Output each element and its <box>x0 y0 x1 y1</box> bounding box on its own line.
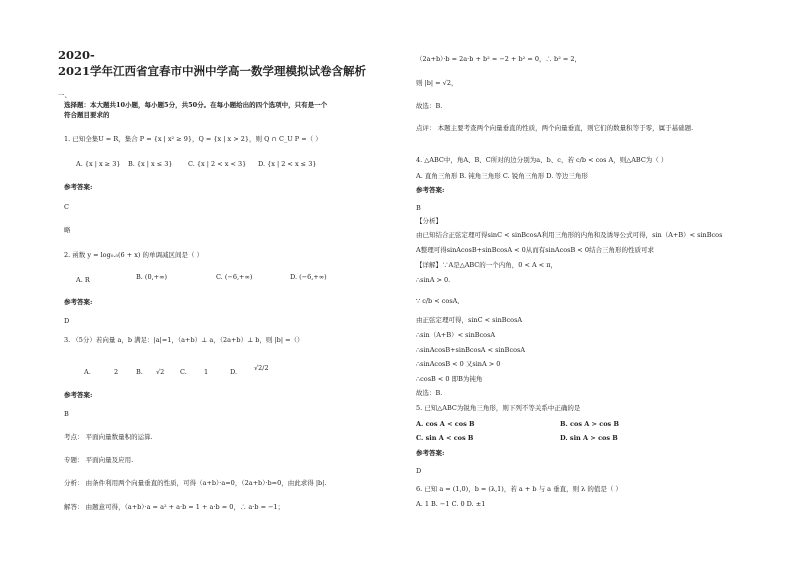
answer-4: B <box>416 204 421 212</box>
solution-3-cont-1: （2a+b）·b = 2a·b + b² = −2 + b² = 0，∴ b² = 2， <box>416 55 582 63</box>
q6-options: A. 1 B. −1 C. 0 D. ±1 <box>416 500 486 508</box>
knowledge-point: 考点： 平面向量数量积的运算. <box>64 433 153 441</box>
detail-step-5: ∴sinAcosB+sinBcosA < sinBcosA <box>416 346 526 354</box>
answer-2: D <box>64 317 70 325</box>
doc-title-line1: 2020- <box>58 48 95 62</box>
q1-option-a: A. {x | x ≥ 3} <box>76 160 121 168</box>
question-6: 6. 已知 a = (1,0)，b = (λ,1)，若 a + b 与 a 垂直，则 λ 的值是（ ） <box>416 485 622 493</box>
detail-step-8: 故选：B. <box>416 389 443 397</box>
topic: 专题： 平面向量及应用. <box>64 456 134 464</box>
question-1: 1. 已知全集U = R，集合 P = {x | x² ≥ 9}，Q = {x | x > 2}，则 Q ∩ C_U P =（ ） <box>64 135 322 143</box>
question-5: 5. 已知△ABC为锐角三角形，则下列不等关系中正确的是 <box>416 404 581 412</box>
q3-option-c-label: C. <box>180 368 187 376</box>
q1-option-d: D. {x | 2 < x ≤ 3} <box>258 160 317 168</box>
q3-option-c-value: 1 <box>204 368 209 376</box>
analysis: 分析： 由条件利用两个向量垂直的性质，可得（a+b）·a=0，（2a+b）·b=0，由此求得 |b|. <box>64 479 327 487</box>
answer-3: B <box>64 410 69 418</box>
analysis-line-2: A整理可得sinAcosB+sinBcosA < 0从而有sinAcosB < 0结合三角形的性质可求 <box>416 246 654 254</box>
q3-option-a-label: A. <box>84 368 91 376</box>
solution-1: 略 <box>64 226 71 234</box>
answer-1: C <box>64 203 69 211</box>
q2-option-a: A. R <box>76 276 90 284</box>
q5-option-c: C. sin A < cos B <box>416 434 474 442</box>
solution-3-choice: 故选：B. <box>416 102 443 110</box>
question-2: 2. 函数 y = log₀.₅(6 + x) 的单调减区间是（ ） <box>64 251 204 259</box>
q3-option-b-label: B. <box>136 368 143 376</box>
ref-answer-label-4: 参考答案: <box>416 186 445 194</box>
answer-5: D <box>416 467 422 475</box>
q5-option-d: D. sin A > cos B <box>560 434 618 442</box>
detail-step-4: ∴sin（A+B）< sinBcosA <box>416 331 496 339</box>
q5-option-a: A. cos A < cos B <box>416 420 475 428</box>
q2-option-c: C. (−6,+∞) <box>216 273 253 281</box>
q5-option-b: B. cos A > cos B <box>560 420 619 428</box>
ref-answer-label-5: 参考答案: <box>416 449 445 457</box>
question-3: 3. （5分）若向量 a，b 满足：|a|=1，（a+b）⊥ a，（2a+b）⊥ b，则 |b| =（） <box>64 336 304 344</box>
detail-step-6: ∴sinAcosB < 0 又sinA > 0 <box>416 360 501 368</box>
detail-step-7: ∴cosB < 0 即B为钝角 <box>416 375 483 383</box>
detail-step-3: 由正弦定理可得，sinC < sinBcosA <box>416 316 523 324</box>
commentary: 点评： 本题主要考查两个向量垂直的性质，两个向量垂直，则它们的数量积等于零，属于基础题. <box>416 124 694 132</box>
q3-option-b-value: √2 <box>156 368 165 376</box>
detail-step-2: ∵ c/b < cosA, <box>416 297 460 305</box>
q3-option-d-value: √2/2 <box>254 364 269 372</box>
detail-step-1: ∴sinA > 0. <box>416 276 451 284</box>
question-4: 4. △ABC中，角A、B、C所对的边分别为a、b、c，若 c/b < cos A，则△ABC为（ ） <box>416 156 668 164</box>
analysis-tag: 【分析】 <box>416 217 442 225</box>
detail-tag: 【详解】∵A是△ABC的一个内角，0 < A < π， <box>416 261 558 269</box>
doc-title-line2: 2021学年江西省宜春市中洲中学高一数学理模拟试卷含解析 <box>58 64 367 78</box>
q3-option-d-label: D. <box>230 368 238 376</box>
solution-3-cont-2: 则 |b| = √2， <box>416 79 458 87</box>
q4-options: A. 直角三角形 B. 钝角三角形 C. 锐角三角形 D. 等边三角形 <box>416 172 588 180</box>
solution-3: 解答： 由题意可得，（a+b）·a = a² + a·b = 1 + a·b = 0，∴ a·b = −1； <box>64 503 285 511</box>
section-instructions-cont: 符合题目要求的 <box>64 111 110 119</box>
ref-answer-label-1: 参考答案: <box>64 183 93 191</box>
q1-option-c: C. {x | 2 < x < 3} <box>188 160 247 168</box>
section-mark: 一、 <box>58 91 71 99</box>
q2-option-d: D. (−6,+∞) <box>290 273 327 281</box>
ref-answer-label-2: 参考答案: <box>64 298 93 306</box>
q1-option-b: B. {x | x ≤ 3} <box>128 160 173 168</box>
analysis-line-1: 由已知结合正弦定理可得sinC < sinBcosA利用三角形的内角和及诱导公式可得，sin（A+B）< sinBcos <box>416 231 723 239</box>
q2-option-b: B. (0,+∞) <box>136 273 168 281</box>
ref-answer-label-3: 参考答案: <box>64 391 93 399</box>
section-instructions: 选择题：本大题共10小题，每小题5分，共50分。在每小题给出的四个选项中，只有是一个 <box>64 101 328 109</box>
q3-option-a-value: 2 <box>114 368 119 376</box>
